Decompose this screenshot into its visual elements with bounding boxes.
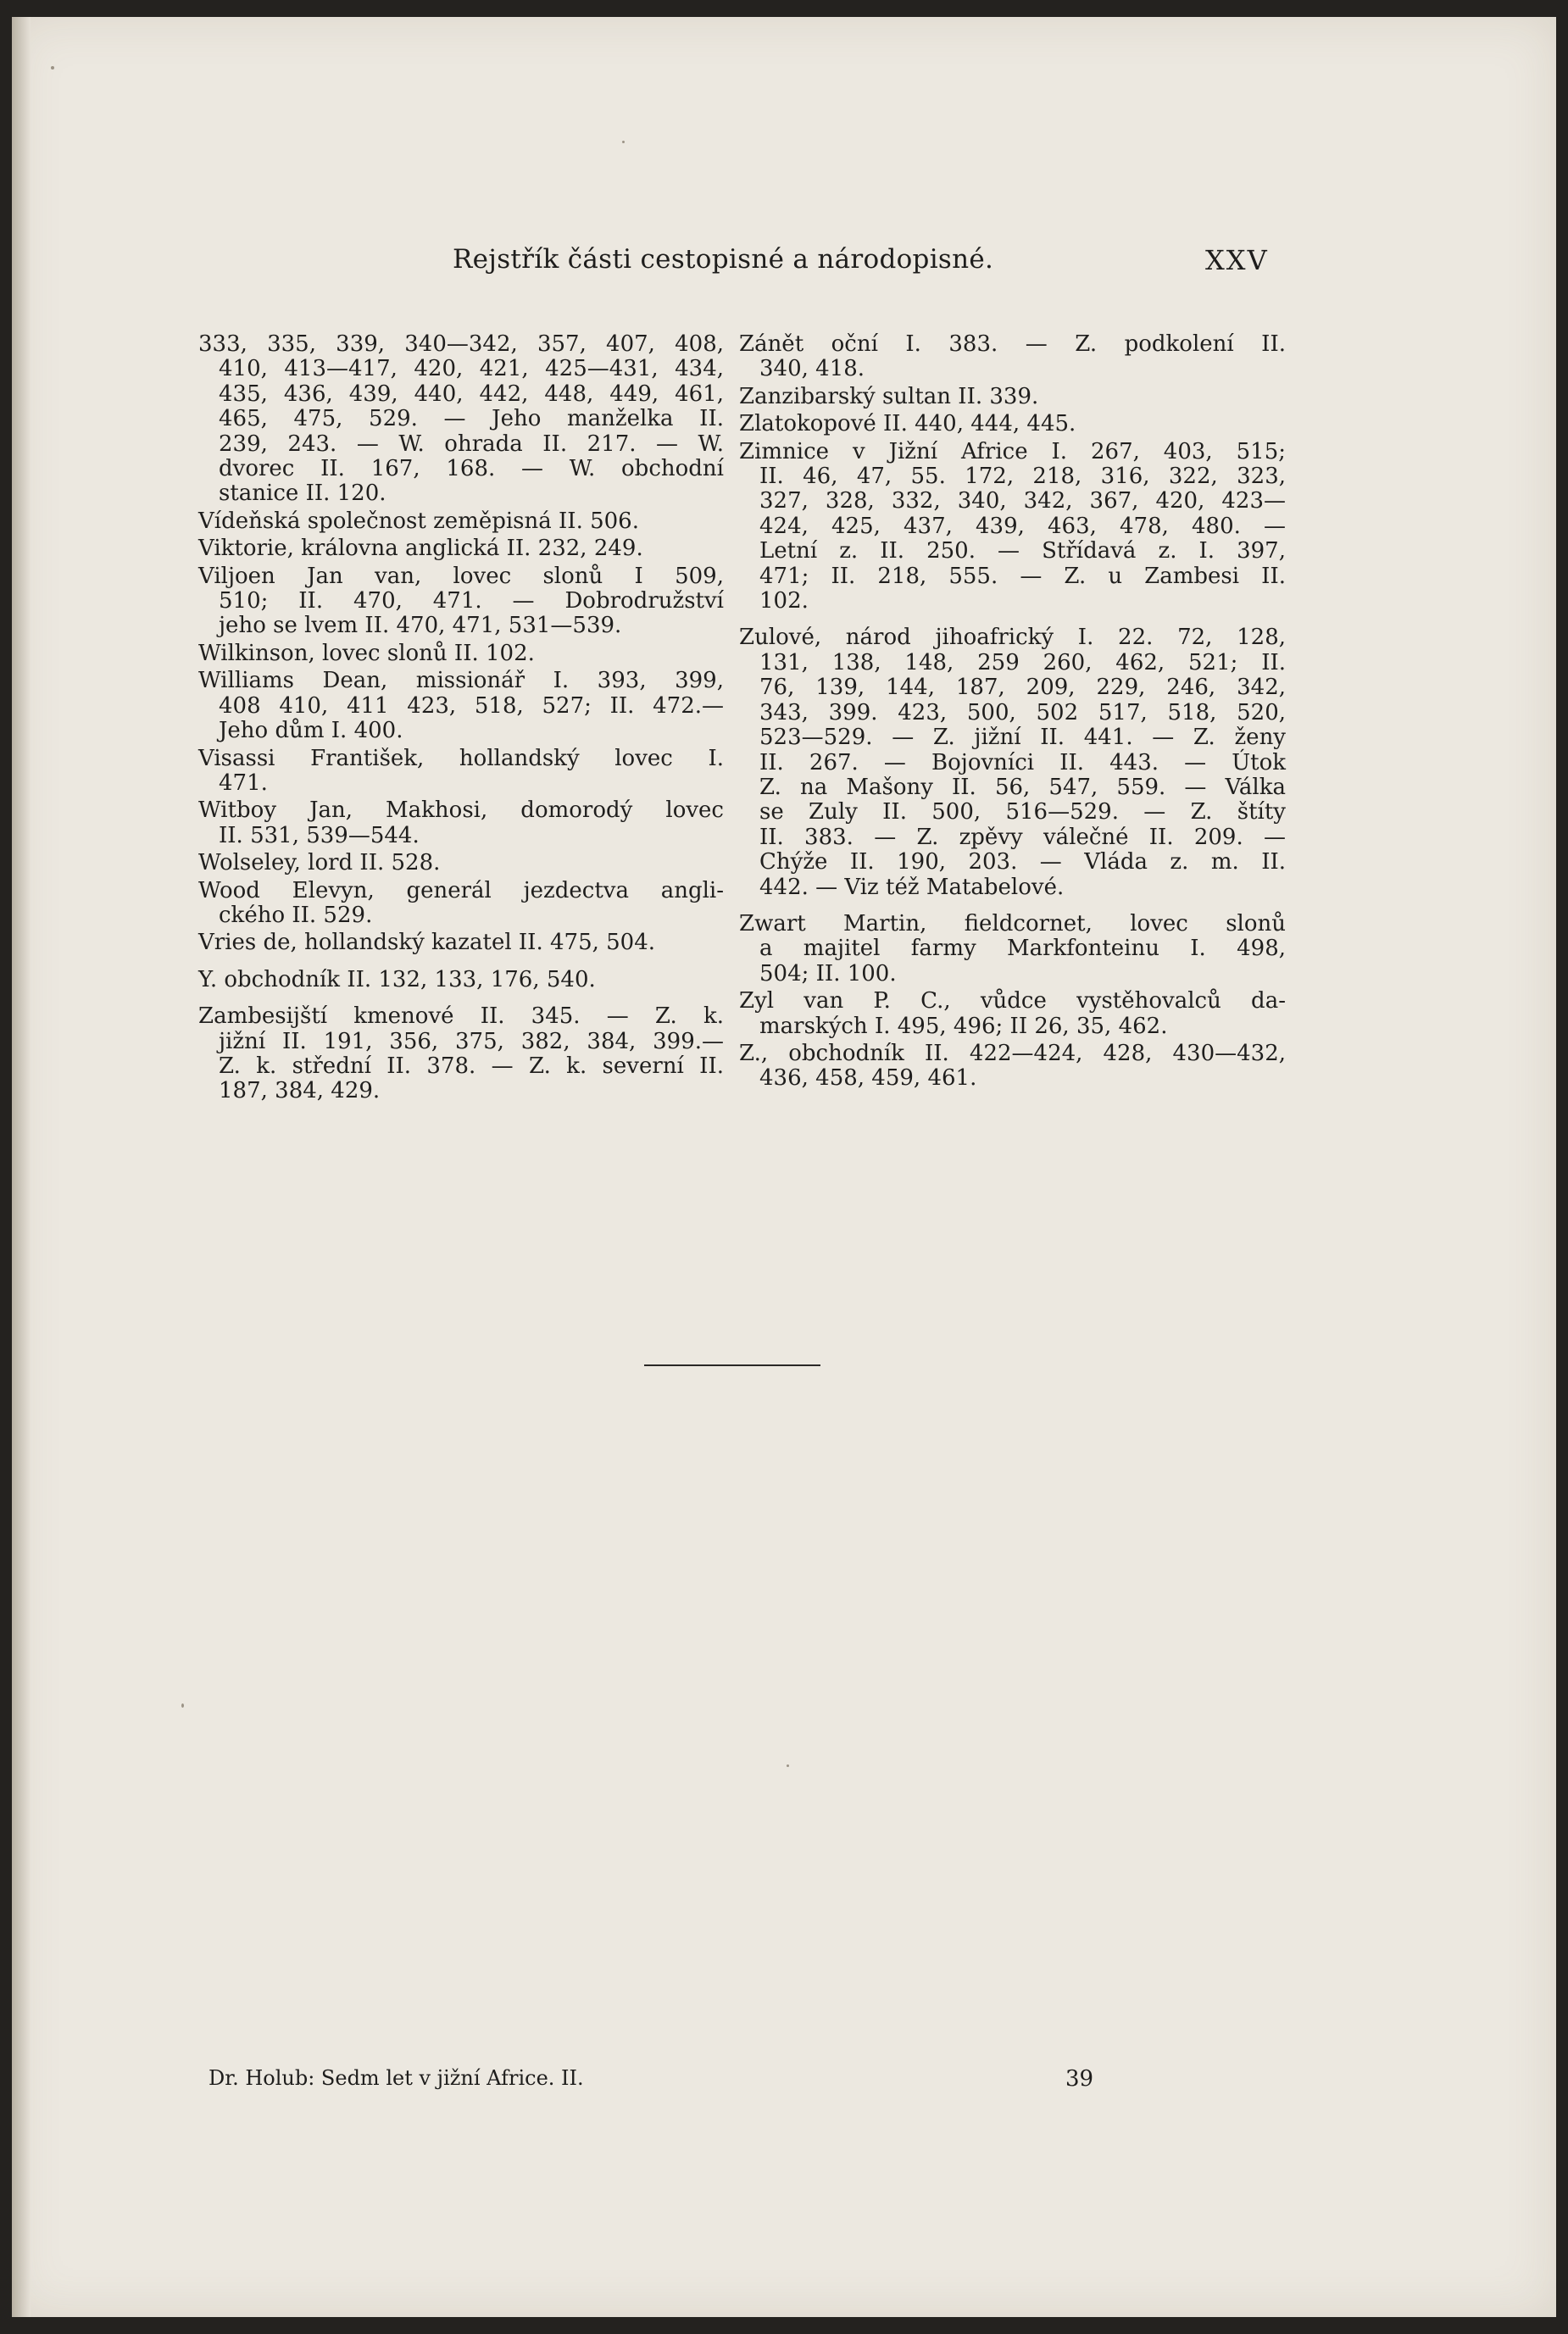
index-entry — [198, 851, 724, 875]
index-entry-line: 436, 458, 459, 461. — [759, 1065, 977, 1092]
index-entry-line: 424, 425, 437, 439, 463, 478, 480. — — [759, 513, 1286, 539]
index-entry-line: Visassi František, hollandský lovec I. — [198, 745, 724, 771]
index-entry-line: 410, 413—417, 420, 421, 425—431, 434, — [219, 356, 724, 382]
index-entry-line: 343, 399. 423, 500, 502 517, 518, 520, — [759, 699, 1286, 725]
index-entry-line: 442. — Viz též Matabelové. — [759, 874, 1065, 900]
index-entry-line: jeho se lvem II. 470, 471, 531—539. — [219, 613, 622, 639]
index-entry-line: Zlatokopové II. 440, 444, 445. — [739, 411, 1076, 437]
footer-signature: Dr. Holub: Sedm let v jižní Africe. II. — [209, 2066, 584, 2090]
index-entry — [198, 642, 724, 666]
index-entry-line: Vídeňská společnost zeměpisná II. 506. — [198, 508, 639, 534]
index-entry-line: 187, 384, 429. — [219, 1078, 381, 1104]
index-column-right — [739, 332, 1286, 1092]
index-entry — [739, 412, 1286, 436]
index-entry-line: marských I. 495, 496; II 26, 35, 462. — [759, 1013, 1168, 1039]
index-entry-line: 504; II. 100. — [759, 960, 897, 986]
index-entry-line: Wilkinson, lovec slonů II. 102. — [198, 640, 535, 666]
index-entry — [739, 332, 1286, 382]
index-entry-line: 131, 138, 148, 259 260, 462, 521; II. — [759, 649, 1286, 675]
index-entry-line: 523—529. — Z. jižní II. 441. — Z. ženy — [759, 725, 1286, 751]
header-page-roman: XXV — [1205, 244, 1269, 276]
end-rule — [644, 1364, 820, 1366]
index-entry-line: 102. — [759, 588, 809, 614]
index-entry-line: 435, 436, 439, 440, 442, 448, 449, 461, — [219, 381, 724, 407]
index-entry-line: ckého II. 529. — [219, 902, 373, 928]
index-entry-line: 327, 328, 332, 340, 342, 367, 420, 423— — [759, 488, 1286, 514]
index-entry — [198, 798, 724, 848]
index-entry-line: Wood Elevyn, generál jezdectva angli- — [198, 877, 724, 903]
index-entry-line: Williams Dean, missionář I. 393, 399, — [198, 668, 724, 694]
index-entry-line: Y. obchodník II. 132, 133, 176, 540. — [198, 966, 596, 992]
paper-speck — [51, 66, 54, 69]
index-entry-line: 465, 475, 529. — Jeho manželka II. — [219, 406, 724, 432]
index-entry-line: Zyl van P. C., vůdce vystěhovalců da- — [739, 988, 1286, 1014]
index-entry-line: Wolseley, lord II. 528. — [198, 850, 441, 876]
index-entry-line: jižní II. 191, 356, 375, 382, 384, 399.— — [219, 1028, 724, 1054]
index-entry-line: Zanzibarský sultan II. 339. — [739, 383, 1039, 409]
index-entry-line: Z. k. střední II. 378. — Z. k. severní II. — [219, 1053, 724, 1079]
index-entry-line: Zwart Martin, fieldcornet, lovec slonů — [739, 910, 1286, 936]
index-entry — [739, 625, 1286, 899]
book-page — [12, 17, 1556, 2317]
index-entry-line: 333, 335, 339, 340—342, 357, 407, 408, — [198, 331, 724, 357]
index-entry-line: Viktorie, královna anglická II. 232, 249. — [198, 536, 643, 562]
index-entry-line: a majitel farmy Markfonteinu I. 498, — [759, 936, 1286, 962]
header-title: Rejstřík části cestopisné a národopisné. — [453, 244, 994, 275]
index-entry-line: II. 46, 47, 55. 172, 218, 316, 322, 323, — [759, 464, 1286, 490]
index-entry-line: Z. na Mašony II. 56, 547, 559. — Válka — [759, 774, 1286, 800]
index-entry — [198, 931, 724, 955]
index-entry-line: Zambesijští kmenové II. 345. — Z. k. — [198, 1003, 724, 1030]
index-entry-line: se Zuly II. 500, 516—529. — Z. štíty — [759, 799, 1286, 825]
index-entry-line: II. 531, 539—544. — [219, 822, 420, 848]
paper-speck — [622, 141, 625, 143]
index-entry — [198, 1004, 724, 1104]
index-entry-line: 239, 243. — W. ohrada II. 217. — W. — [219, 431, 724, 457]
index-entry-line: Witboy Jan, Makhosi, domorodý lovec — [198, 797, 724, 824]
index-entry — [739, 989, 1286, 1039]
index-entry — [198, 564, 724, 639]
footer-page-number: 39 — [1065, 2066, 1094, 2092]
index-entry-line: Zimnice v Jižní Africe I. 267, 403, 515; — [739, 438, 1286, 464]
page-spine-shadow — [12, 17, 31, 2317]
index-entry-line: Letní z. II. 250. — Střídavá z. I. 397, — [759, 538, 1286, 564]
index-entry — [739, 1042, 1286, 1092]
index-entry-line: II. 267. — Bojovníci II. 443. — Útok — [759, 749, 1286, 775]
index-entry-line: Zánět oční I. 383. — Z. podkolení II. — [739, 331, 1286, 357]
index-entry-line: II. 383. — Z. zpěvy válečné II. 209. — — [759, 824, 1286, 850]
running-header — [12, 244, 1556, 286]
index-entry-line: 76, 139, 144, 187, 209, 229, 246, 342, — [759, 675, 1286, 701]
index-entry — [739, 912, 1286, 986]
index-entry-line: 471. — [219, 770, 268, 796]
index-entry — [198, 509, 724, 534]
index-column-left — [198, 332, 724, 1104]
index-entry-line: Jeho dům I. 400. — [219, 718, 403, 744]
index-entry — [198, 968, 724, 992]
index-entry-line: dvorec II. 167, 168. — W. obchodní — [219, 456, 724, 482]
index-entry — [198, 747, 724, 797]
index-entry — [739, 440, 1286, 614]
index-entry-line: 471; II. 218, 555. — Z. u Zambesi II. — [759, 563, 1286, 589]
index-entry-line: Zulové, národ jihoafrický I. 22. 72, 128, — [739, 625, 1286, 651]
index-entry-line: 340, 418. — [759, 356, 865, 382]
paper-speck — [181, 1703, 184, 1708]
index-entry-line: stanice II. 120. — [219, 481, 386, 507]
index-entry-line: Chýže II. 190, 203. — Vláda z. m. II. — [759, 849, 1286, 875]
index-entry — [198, 879, 724, 929]
index-entry — [198, 332, 724, 507]
index-entry-line: Z., obchodník II. 422—424, 428, 430—432, — [739, 1040, 1286, 1066]
index-entry-line: Vries de, hollandský kazatel II. 475, 504. — [198, 930, 656, 956]
index-entry-line: Viljoen Jan van, lovec slonů I 509, — [198, 563, 724, 589]
index-entry-line: 408 410, 411 423, 518, 527; II. 472.— — [219, 692, 724, 719]
index-entry-line: 510; II. 470, 471. — Dobrodružství — [219, 588, 724, 614]
index-entry — [739, 385, 1286, 409]
paper-speck — [787, 1764, 789, 1767]
index-entry — [198, 669, 724, 743]
index-entry — [198, 536, 724, 561]
